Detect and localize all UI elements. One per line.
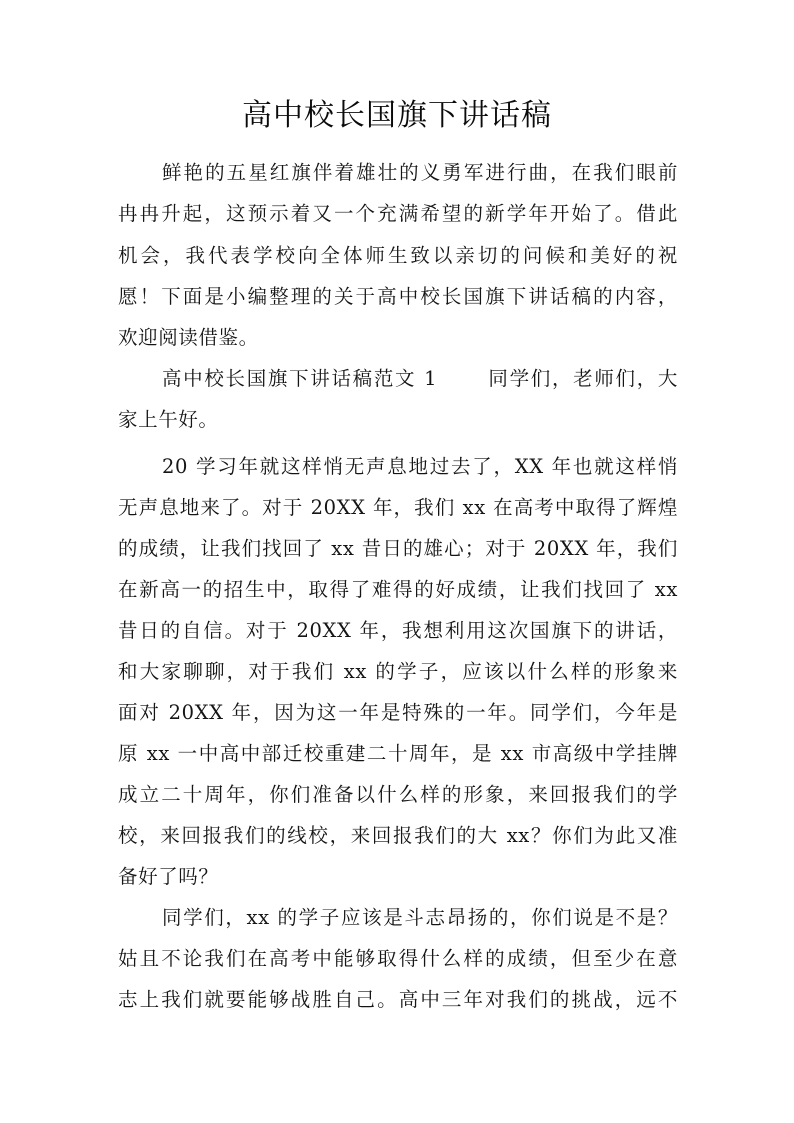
paragraph-line: 在新高一的招生中，取得了难得的好成绩，让我们找回了 xx: [118, 578, 678, 601]
paragraph-line: 的成绩，让我们找回了 xx 昔日的雄心；对于 20XX 年，我们: [118, 537, 678, 560]
paragraph-line: 姑且不论我们在高考中能够取得什么样的成绩，但至少在意: [118, 947, 678, 970]
paragraph-line: 同学们，xx 的学子应该是斗志昂扬的，你们说是不是？: [162, 906, 678, 929]
paragraph-line: 20 学习年就这样悄无声息地过去了，XX 年也就这样悄: [162, 455, 678, 478]
paragraph-line: 和大家聊聊，对于我们 xx 的学子，应该以什么样的形象来: [118, 660, 678, 683]
paragraph-line: 校，来回报我们的线校，来回报我们的大 xx？你们为此又准: [118, 824, 678, 847]
paragraph-line: 备好了吗？: [118, 865, 219, 888]
document-title: 高中校长国旗下讲话稿: [242, 98, 552, 133]
paragraph-line: 高中校长国旗下讲话稿范文 1 同学们，老师们，大: [162, 367, 678, 390]
paragraph-line: 欢迎阅读借鉴。: [118, 326, 259, 349]
paragraph-line: 机会，我代表学校向全体师生致以亲切的问候和美好的祝: [118, 244, 678, 267]
paragraph-line: 志上我们就要能够战胜自己。高中三年对我们的挑战，远不: [118, 988, 678, 1011]
paragraph-line: 昔日的自信。对于 20XX 年，我想利用这次国旗下的讲话，: [118, 619, 678, 642]
paragraph-line: 面对 20XX 年，因为这一年是特殊的一年。同学们，今年是: [118, 701, 678, 724]
paragraph-line: 鲜艳的五星红旗伴着雄壮的义勇军进行曲，在我们眼前: [162, 161, 678, 184]
paragraph-line: 愿！下面是小编整理的关于高中校长国旗下讲话稿的内容，: [118, 285, 678, 308]
paragraph-line: 家上午好。: [118, 408, 219, 431]
paragraph-line: 原 xx 一中高中部迁校重建二十周年，是 xx 市高级中学挂牌: [118, 742, 678, 765]
paragraph-line: 冉冉升起，这预示着又一个充满希望的新学年开始了。借此: [118, 202, 678, 225]
paragraph-line: 成立二十周年，你们准备以什么样的形象，来回报我们的学: [118, 783, 678, 806]
paragraph-line: 无声息地来了。对于 20XX 年，我们 xx 在高考中取得了辉煌: [118, 496, 678, 519]
